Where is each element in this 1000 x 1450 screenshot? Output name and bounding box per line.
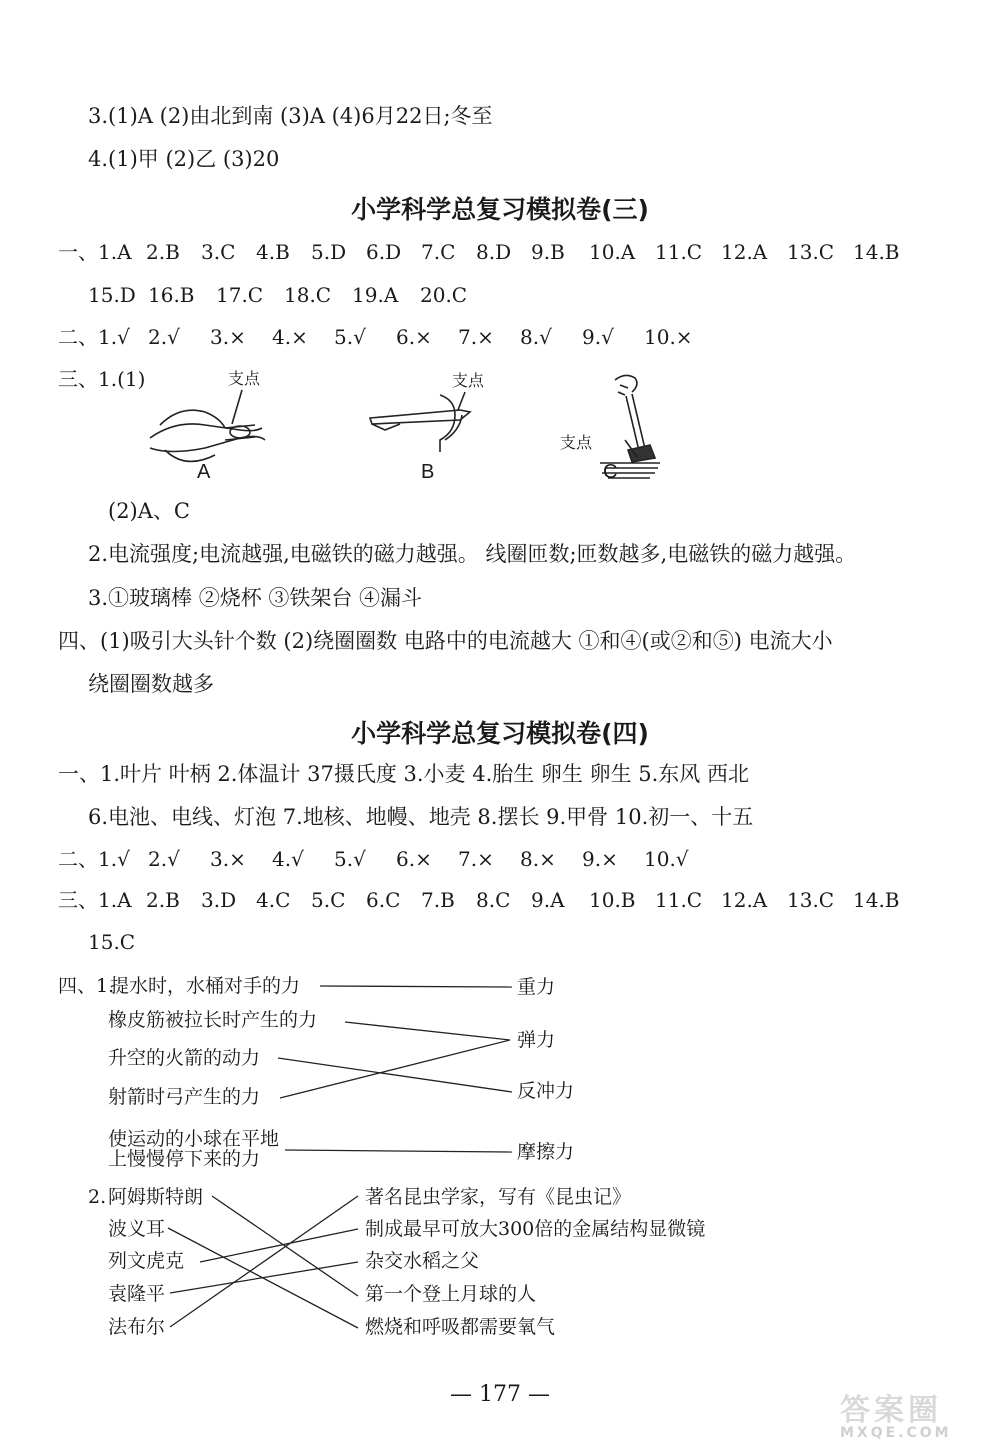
match1-right-friction: 摩擦力 [517, 1141, 575, 1163]
match-line [170, 1262, 358, 1293]
section-title-paper-4: 小学科学总复习模拟卷(四) [351, 719, 649, 748]
match-line [285, 1150, 512, 1152]
p3-sec4-line1: 四、(1)吸引大头针个数 (2)绕圈圈数 电路中的电流越大 ①和④(或②和⑤) 电流大小 [58, 629, 833, 653]
answer-item: 11.C [655, 240, 703, 264]
match-line [320, 986, 512, 987]
answer-item: 15.D [88, 283, 136, 307]
answer-item: 6.× [396, 325, 432, 349]
answer-item: 4.× [272, 325, 308, 349]
answer-item: 2.B [146, 888, 180, 912]
p4-sec4-prefix: 四、1. [58, 975, 115, 997]
answer-item: 7.C [421, 240, 456, 264]
answer-item: 8.× [520, 847, 556, 871]
answer-item: 6.D [366, 240, 402, 264]
match2-left-leeuwenhoek: 列文虎克 [108, 1250, 185, 1272]
match-line [170, 1196, 358, 1327]
answer-item: 二、1.√ [58, 325, 130, 349]
p4-sec3-row2: 15.C [88, 930, 136, 954]
answer-item: 14.B [853, 888, 900, 912]
match1-left-bow: 射箭时弓产生的力 [108, 1086, 261, 1108]
answer-item: 16.B [148, 283, 195, 307]
answer-item: 2.B [146, 240, 180, 264]
match1-right-recoil: 反冲力 [517, 1080, 575, 1102]
answer-item: 5.D [311, 240, 347, 264]
answer-item: 13.C [787, 888, 835, 912]
p4-sec1-line1: 一、1.叶片 叶柄 2.体温计 37摄氏度 3.小麦 4.胎生 卵生 卵生 5.东风 西北 [58, 762, 749, 786]
answer-item: 19.A [352, 283, 399, 307]
answer-item: 10.B [589, 888, 636, 912]
answer-item: 9.B [531, 240, 565, 264]
answer-item: 三、1.A [58, 888, 132, 912]
match2-right-oxygen: 燃烧和呼吸都需要氧气 [365, 1316, 556, 1338]
answer-item: 10.A [589, 240, 636, 264]
answer-item: 10.× [644, 325, 693, 349]
fulcrum-label-c: 支点 [560, 433, 593, 452]
answer-item: 8.√ [520, 325, 552, 349]
p3-sec3-2: 2.电流强度;电流越强,电磁铁的磁力越强。 线圈匝数;匝数越多,电磁铁的磁力越强。 [88, 542, 857, 566]
answer-item: 7.B [421, 888, 455, 912]
answer-item: 13.C [787, 240, 835, 264]
answer-item: 5.√ [334, 325, 366, 349]
match-line [280, 1040, 510, 1098]
answer-item: 4.√ [272, 847, 304, 871]
figure-label-a: A [197, 461, 211, 483]
answer-item: 3.D [201, 888, 237, 912]
match2-left-boyle: 波义耳 [108, 1218, 166, 1240]
figure-label-c: C [603, 461, 618, 483]
figure-label-b: B [421, 461, 435, 483]
answer-item: 9.√ [582, 325, 614, 349]
match2-right-entomologist: 著名昆虫学家，写有《昆虫记》 [365, 1186, 632, 1208]
answer-item: 17.C [216, 283, 264, 307]
match-line [345, 1022, 510, 1040]
match1-left-ball-line2: 上慢慢停下来的力 [108, 1148, 261, 1170]
match2-right-moon: 第一个登上月球的人 [365, 1283, 537, 1305]
watermark-logo [840, 1385, 990, 1445]
answer-item: 11.C [655, 888, 703, 912]
answer-item: 4.B [256, 240, 290, 264]
p3-sec3-heading: 三、1.(1) [58, 367, 146, 391]
answer-item: 18.C [284, 283, 332, 307]
answer-item: 3.C [201, 240, 236, 264]
answer-item: 5.C [311, 888, 346, 912]
answer-item: 2.√ [148, 325, 180, 349]
p3-sec4-line2: 绕圈圈数越多 [88, 672, 214, 696]
fulcrum-label-b: 支点 [452, 371, 485, 390]
match2-right-microscope: 制成最早可放大300倍的金属结构显微镜 [365, 1218, 706, 1240]
answer-item: 7.× [458, 847, 494, 871]
section-title-paper-3: 小学科学总复习模拟卷(三) [351, 195, 649, 224]
answer-item: 9.× [582, 847, 618, 871]
match2-left-armstrong: 阿姆斯特朗 [108, 1186, 204, 1208]
match1-left-rubber-band: 橡皮筋被拉长时产生的力 [108, 1009, 318, 1031]
answer-item: 10.√ [644, 847, 689, 871]
match2-prefix: 2. [88, 1186, 107, 1208]
answer-item: 7.× [458, 325, 494, 349]
match1-right-elastic: 弹力 [517, 1029, 556, 1051]
answer-item: 8.C [476, 888, 511, 912]
p3-sec3-1-2: (2)A、C [108, 499, 190, 523]
answer-item: 12.A [721, 240, 768, 264]
answer-item: 6.× [396, 847, 432, 871]
answer-item: 6.C [366, 888, 401, 912]
answer-line-3: 3.(1)A (2)由北到南 (3)A (4)6月22日;冬至 [88, 104, 493, 128]
answer-item: 3.× [210, 325, 246, 349]
match-line [278, 1058, 512, 1092]
match1-left-rocket: 升空的火箭的动力 [108, 1047, 261, 1069]
answer-item: 一、1.A [58, 240, 132, 264]
answer-item: 12.A [721, 888, 768, 912]
answer-item: 14.B [853, 240, 900, 264]
match2-right-hybrid-rice: 杂交水稻之父 [365, 1250, 480, 1272]
fulcrum-label-a: 支点 [228, 369, 261, 388]
answer-item: 5.√ [334, 847, 366, 871]
answer-item: 3.× [210, 847, 246, 871]
match2-left-yuan-longping: 袁隆平 [108, 1283, 166, 1305]
answer-item: 20.C [420, 283, 468, 307]
page-number: — 177 — [450, 1382, 550, 1407]
answer-item: 9.A [531, 888, 565, 912]
watermark-url: MXQE.COM [840, 1425, 952, 1441]
match1-left-ball-line1: 使运动的小球在平地 [108, 1128, 280, 1150]
p3-sec3-3: 3.①玻璃棒 ②烧杯 ③铁架台 ④漏斗 [88, 586, 423, 610]
answer-item: 4.C [256, 888, 291, 912]
p4-sec1-line2: 6.电池、电线、灯泡 7.地核、地幔、地壳 8.摆长 9.甲骨 10.初一、十五 [88, 805, 754, 829]
answer-item: 2.√ [148, 847, 180, 871]
watermark-title: 答案圈 [840, 1393, 942, 1428]
answer-line-4: 4.(1)甲 (2)乙 (3)20 [88, 147, 280, 171]
match-line [200, 1229, 358, 1262]
match2-left-fabre: 法布尔 [108, 1316, 166, 1338]
answer-item: 二、1.√ [58, 847, 130, 871]
match1-left-gravity-source: 提水时，水桶对手的力 [110, 975, 301, 997]
match1-right-gravity: 重力 [517, 976, 556, 998]
answer-item: 8.D [476, 240, 512, 264]
